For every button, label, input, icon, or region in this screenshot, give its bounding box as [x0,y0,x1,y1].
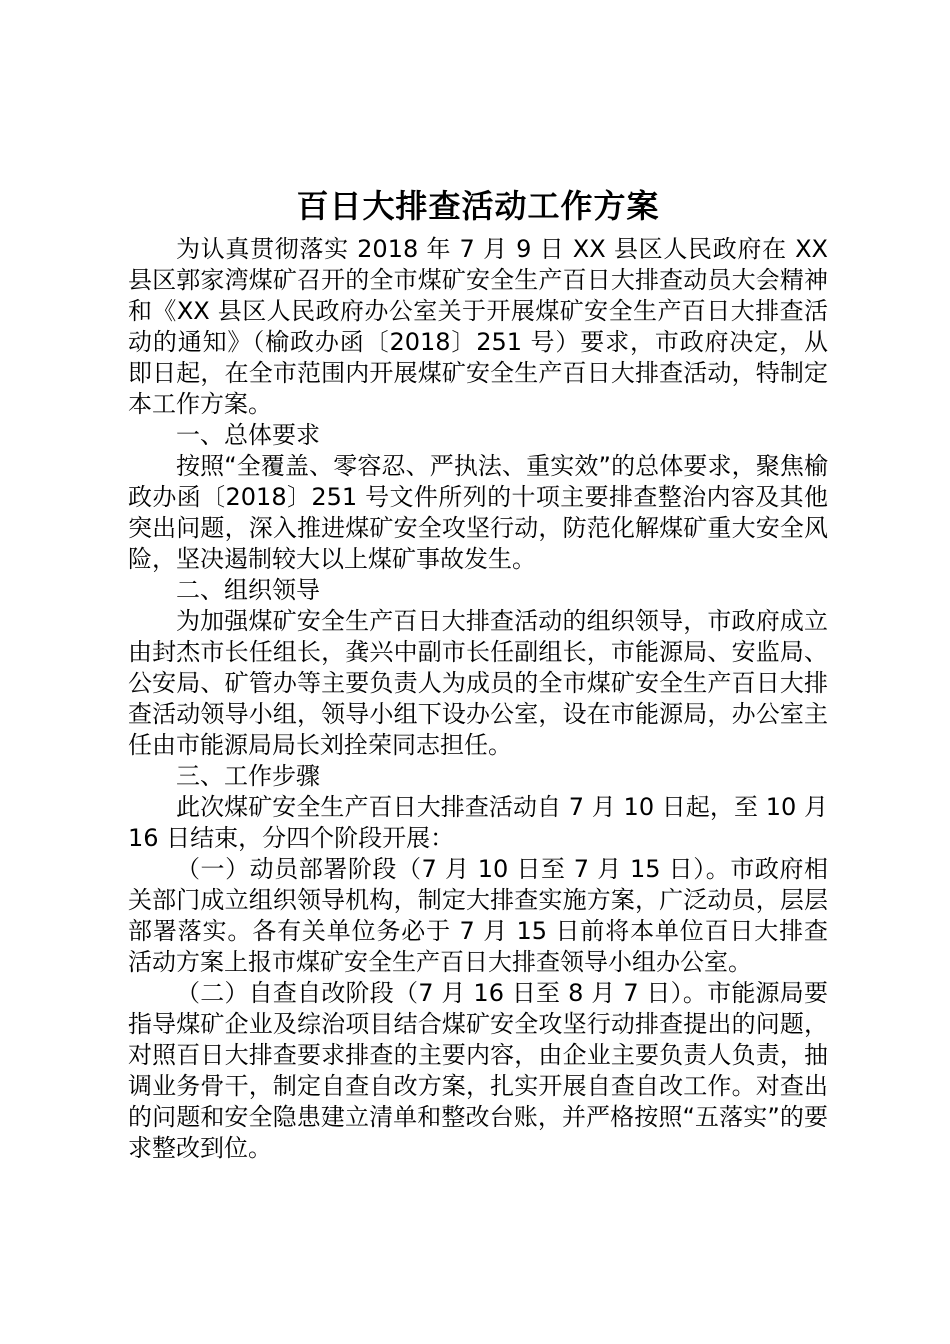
section-heading-overall-requirements: 一、总体要求 [176,421,320,449]
document-title: 百日大排查活动工作方案 [296,187,660,225]
paragraph-intro: 为认真贯彻落实 2018 年 7 月 9 日 XX 县区人民政府在 XX 县区郭家湾煤矿召开的全市煤矿安全生产百日大排查动员大会精神和《XX 县区人民政府办公室关于开展煤矿安全生产百日大排查活动的通知》（榆政办函〔2018〕251 号）要求，市政府决定，从即日起，在全市范围内开展煤矿安全生产百日大排查活动，特制定本工作方案。 [128,235,828,418]
document-page [128,184,828,1164]
paragraph-work-steps: 此次煤矿安全生产百日大排查活动自 7 月 10 日起，至 10 月 16 日结束，分四个阶段开展： [128,793,828,852]
section-heading-organization: 二、组织领导 [176,576,320,604]
section-heading-work-steps: 三、工作步骤 [176,762,320,790]
paragraph-stage-self-check: （二）自查自改阶段（7 月 16 日至 8 月 7 日）。市能源局要指导煤矿企业及综治项目结合煤矿安全攻坚行动排查提出的问题，对照百日大排查要求排查的主要内容，由企业主要负责人负责，抽调业务骨干，制定自查自改方案，扎实开展自查自改工作。对查出的问题和安全隐患建立清单和整改台账，并严格按照“五落实”的要求整改到位。 [128,979,828,1162]
paragraph-organization: 为加强煤矿安全生产百日大排查活动的组织领导，市政府成立由封杰市长任组长，龚兴中副市长任副组长，市能源局、安监局、公安局、矿管办等主要负责人为成员的全市煤矿安全生产百日大排查活动领导小组，领导小组下设办公室，设在市能源局，办公室主任由市能源局局长刘拴荣同志担任。 [128,607,828,759]
paragraph-stage-mobilization: （一）动员部署阶段（7 月 10 日至 7 月 15 日）。市政府相关部门成立组织领导机构，制定大排查实施方案，广泛动员，层层部署落实。各有关单位务必于 7 月 15 日前将本单位百日大排查活动方案上报市煤矿安全生产百日大排查领导小组办公室。 [128,855,828,976]
paragraph-overall-requirements: 按照“全覆盖、零容忍、严执法、重实效”的总体要求，聚焦榆政办函〔2018〕251 号文件所列的十项主要排查整治内容及其他突出问题，深入推进煤矿安全攻坚行动，防范化解煤矿重大安全风险，坚决遏制较大以上煤矿事故发生。 [128,452,828,573]
